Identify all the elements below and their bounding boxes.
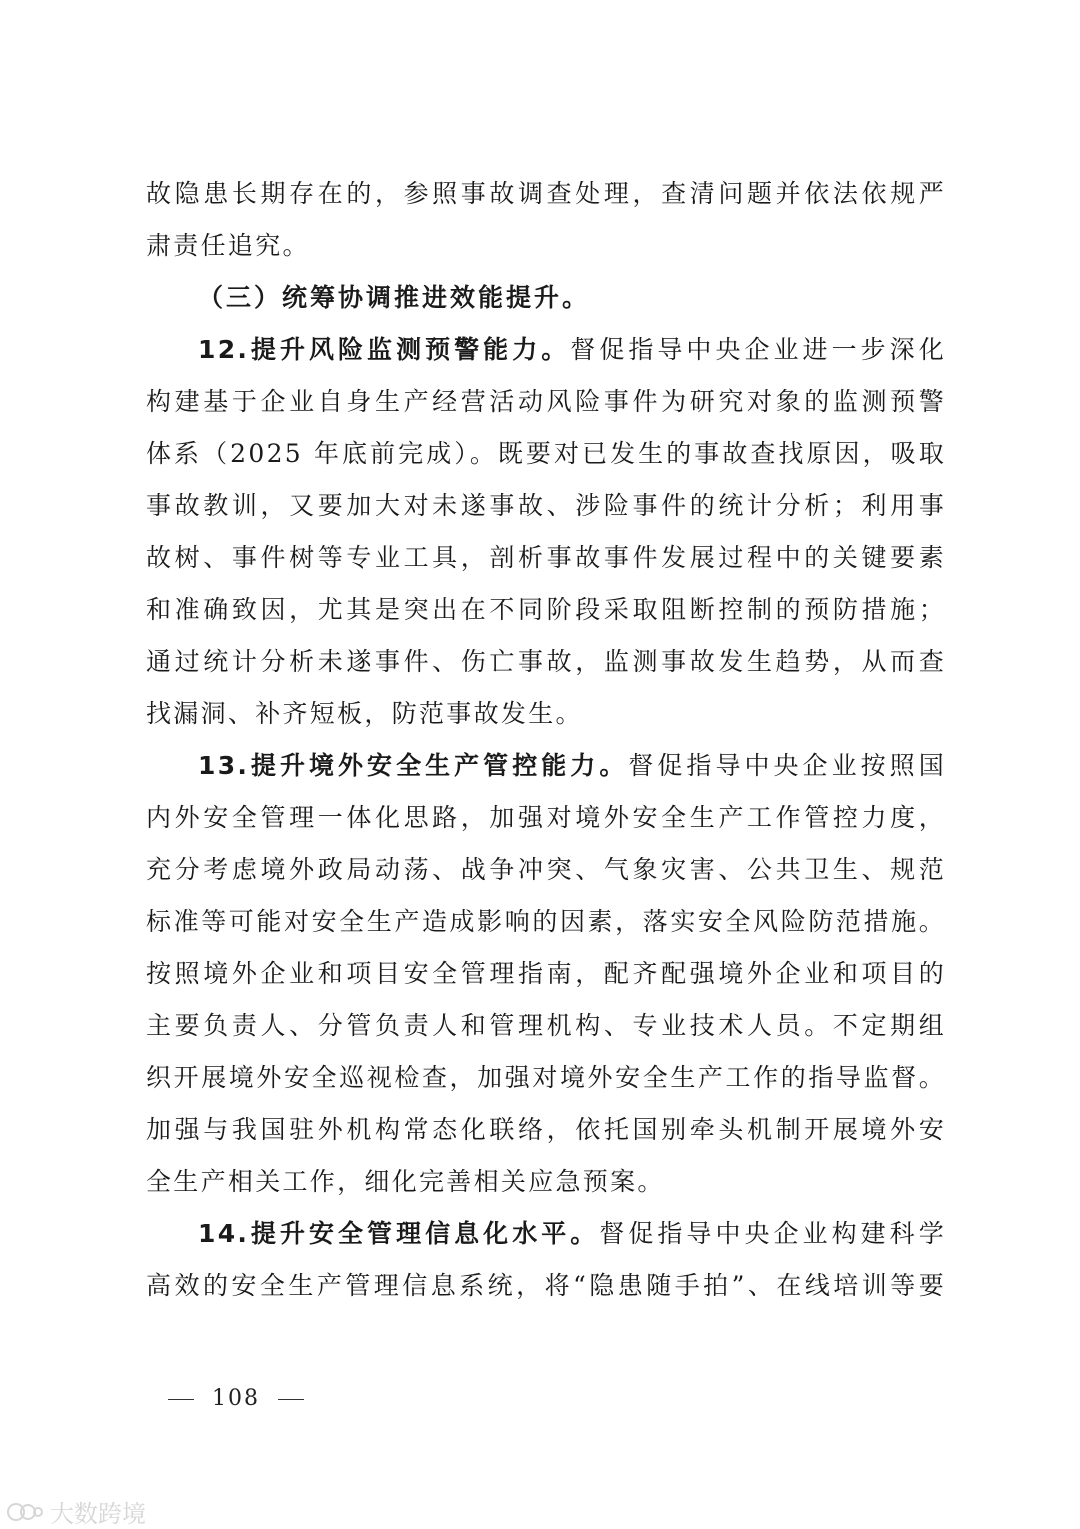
section-heading: （三）统筹协调推进效能提升。	[198, 283, 591, 312]
item-14-title: 14.提升安全管理信息化水平。	[198, 1219, 600, 1248]
text-line: 体系（2025 年底前完成）。既要对已发生的事故查找原因，吸取	[146, 439, 946, 468]
item-12-text: 督促指导中央企业进一步深化	[570, 335, 946, 364]
text-line: 高效的安全生产管理信息系统，将“隐患随手拍”、在线培训等要	[146, 1271, 946, 1300]
text-line: 标准等可能对安全生产造成影响的因素，落实安全风险防范措施。	[146, 907, 946, 936]
item-12-first-line	[146, 324, 946, 376]
footer-dash-right	[278, 1399, 304, 1400]
text-line: 和准确致因，尤其是突出在不同阶段采取阻断控制的预防措施；	[146, 595, 946, 624]
text-line: 织开展境外安全巡视检查，加强对境外安全生产工作的指导监督。	[146, 1063, 946, 1092]
text-line: 肃责任追究。	[146, 231, 310, 260]
item-13-title: 13.提升境外安全生产管控能力。	[198, 751, 629, 780]
text-line: 故树、事件树等专业工具，剖析事故事件发展过程中的关键要素	[146, 543, 946, 572]
watermark-text: 大数跨境	[50, 1500, 146, 1528]
text-line: 按照境外企业和项目安全管理指南，配齐配强境外企业和项目的	[146, 959, 946, 988]
text-line: 全生产相关工作，细化完善相关应急预案。	[146, 1167, 665, 1196]
text-line: 找漏洞、补齐短板，防范事故发生。	[146, 699, 583, 728]
page-footer	[150, 1386, 322, 1411]
text-line: 构建基于企业自身生产经营活动风险事件为研究对象的监测预警	[146, 387, 946, 416]
item-14-first-line	[146, 1208, 946, 1260]
text-line: 主要负责人、分管负责人和管理机构、专业技术人员。不定期组	[146, 1011, 946, 1040]
text-line: 通过统计分析未遂事件、伤亡事故，监测事故发生趋势，从而查	[146, 647, 946, 676]
page-number: 108	[212, 1386, 260, 1411]
watermark-logo-icon	[6, 1499, 44, 1525]
document-body	[146, 168, 946, 1312]
footer-dash-left	[168, 1399, 194, 1400]
text-line: 加强与我国驻外机构常态化联络，依托国别牵头机制开展境外安	[146, 1115, 946, 1144]
watermark	[6, 1494, 146, 1529]
item-12-title: 12.提升风险监测预警能力。	[198, 335, 571, 364]
item-14-text: 督促指导中央企业构建科学	[599, 1219, 946, 1248]
item-13-text: 督促指导中央企业按照国	[628, 751, 946, 780]
text-line: 故隐患长期存在的，参照事故调查处理，查清问题并依法依规严	[146, 179, 946, 208]
text-line: 事故教训，又要加大对未遂事故、涉险事件的统计分析；利用事	[146, 491, 946, 520]
item-13-first-line	[146, 740, 946, 792]
text-line: 内外安全管理一体化思路，加强对境外安全生产工作管控力度，	[146, 803, 946, 832]
text-line: 充分考虑境外政局动荡、战争冲突、气象灾害、公共卫生、规范	[146, 855, 946, 884]
